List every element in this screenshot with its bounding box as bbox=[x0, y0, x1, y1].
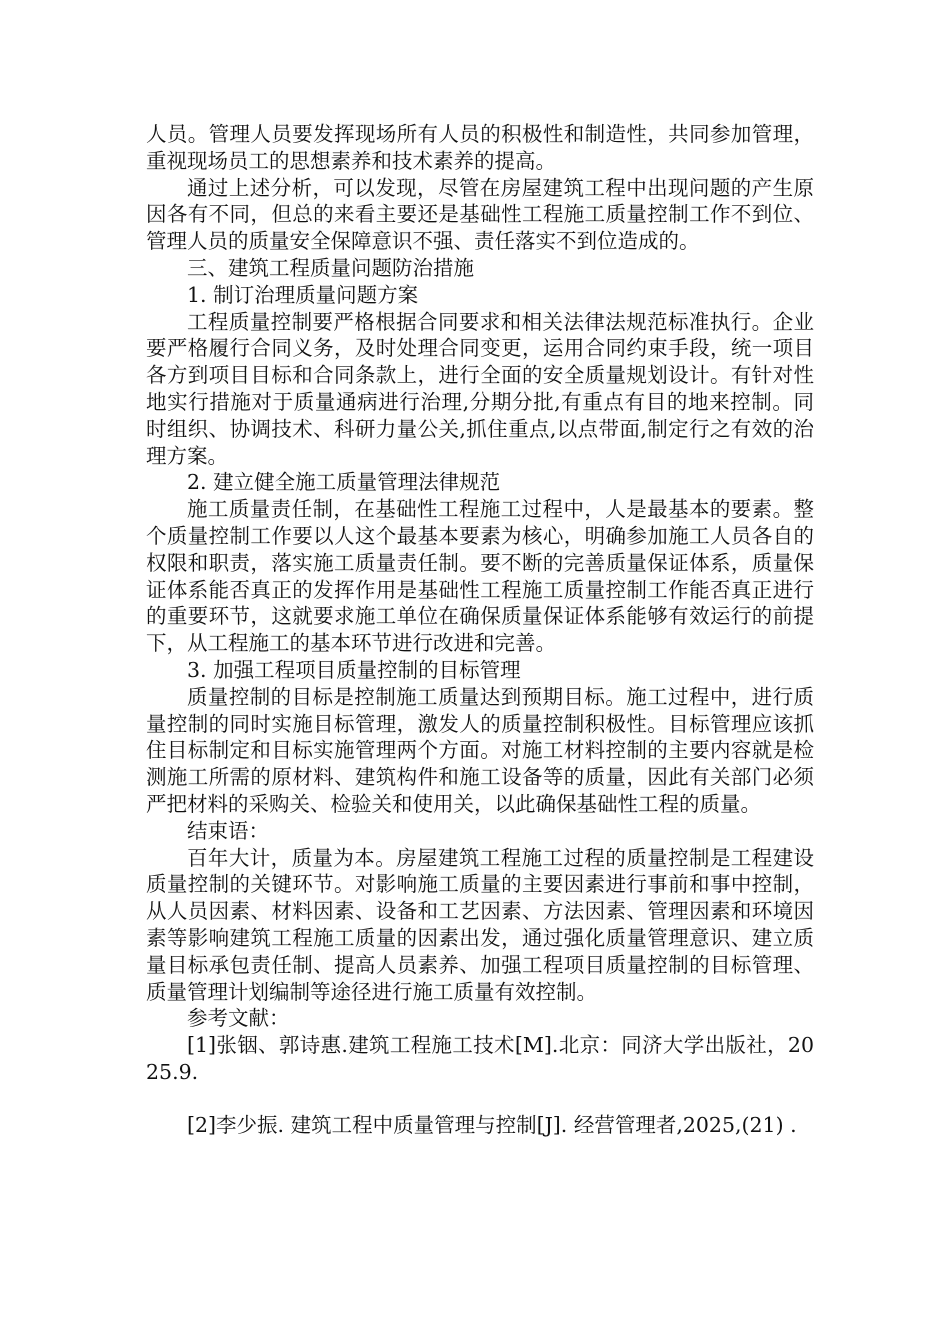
paragraph-body-2: 施工质量责任制，在基础性工程施工过程中，人是最基本的要素。整个质量控制工作要以人这个最基本要素为核心，明确参加施工人员各自的权限和职责，落实施工质量责任制。要不断的完善质量保证体系，质量保证体系能否真正的发挥作用是基础性工程施工质量控制工作能否真正进行的重要环节，这就要求施工单位在确保质量保证体系能够有效运行的前提下，从工程施工的基本环节进行改进和完善。 bbox=[146, 497, 814, 656]
paragraph-analysis: 通过上述分析，可以发现，尽管在房屋建筑工程中出现问题的产生原因各有不同，但总的来看主要还是基础性工程施工质量控制工作不到位、管理人员的质量安全保障意识不强、责任落实不到位造成的。 bbox=[146, 175, 814, 254]
subheading-2: 2. 建立健全施工质量管理法律规范 bbox=[187, 470, 501, 495]
references-heading: 参考文献： bbox=[187, 1006, 290, 1031]
reference-item-1: [1]张铟、郭诗惠.建筑工程施工技术[M].北京：同济大学出版社，2025.9. bbox=[146, 1033, 814, 1084]
paragraph-body-3: 质量控制的目标是控制施工质量达到预期目标。施工过程中，进行质量控制的同时实施目标管理，激发人的质量控制积极性。目标管理应该抓住目标制定和目标实施管理两个方面。对施工材料控制的主要内容就是检测施工所需的原材料、建筑构件和施工设备等的质量，因此有关部门必须严把材料的采购关、检验关和使用关，以此确保基础性工程的质量。 bbox=[146, 684, 814, 816]
subheading-3: 3. 加强工程项目质量控制的目标管理 bbox=[187, 657, 521, 682]
document-body bbox=[146, 121, 814, 1139]
paragraph-continued: 人员。管理人员要发挥现场所有人员的积极性和制造性，共同参加管理，重视现场员工的思想素养和技术素养的提高。 bbox=[146, 122, 814, 173]
reference-item-2: [2]李少振. 建筑工程中质量管理与控制[J]. 经营管理者,2025,(21) . bbox=[187, 1113, 797, 1138]
conclusion-heading: 结束语： bbox=[187, 818, 269, 843]
paragraph-conclusion: 百年大计，质量为本。房屋建筑工程施工过程的质量控制是工程建设质量控制的关键环节。对影响施工质量的主要因素进行事前和事中控制，从人员因素、材料因素、设备和工艺因素、方法因素、管理因素和环境因素等影响建筑工程施工质量的因素出发，通过强化质量管理意识、建立质量目标承包责任制、提高人员素养、加强工程项目质量控制的目标管理、质量管理计划编制等途径进行施工质量有效控制。 bbox=[146, 845, 814, 1004]
section-heading: 三、建筑工程质量问题防治措施 bbox=[187, 255, 474, 280]
paragraph-body-1: 工程质量控制要严格根据合同要求和相关法律法规范标准执行。企业要严格履行合同义务，及时处理合同变更，运用合同约束手段，统一项目各方到项目目标和合同条款上，进行全面的安全质量规划设计。有针对性地实行措施对于质量通病进行治理,分期分批,有重点有目的地来控制。同时组织、协调技术、科研力量公关,抓住重点,以点带面,制定行之有效的治理方案。 bbox=[146, 309, 814, 468]
subheading-1: 1. 制订治理质量问题方案 bbox=[187, 282, 419, 307]
